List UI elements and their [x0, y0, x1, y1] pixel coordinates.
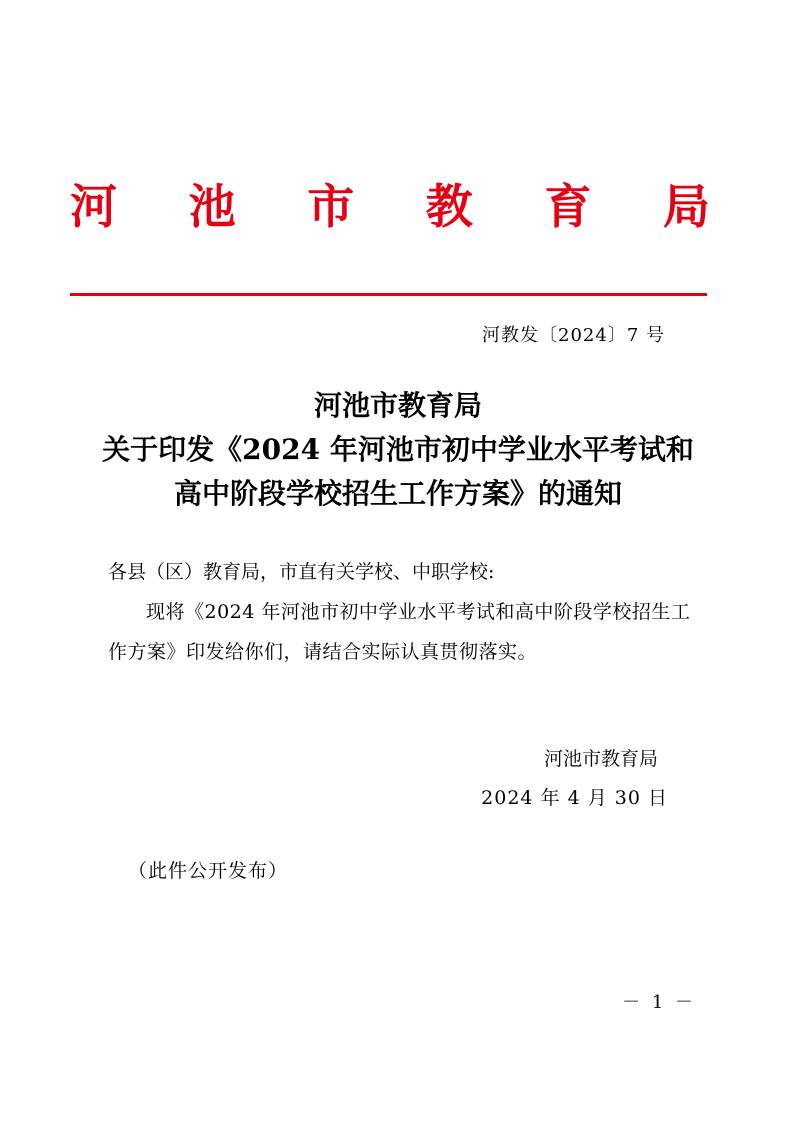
masthead-char: 河: [70, 180, 117, 235]
masthead-char: 局: [662, 180, 710, 235]
title-line-2: 关于印发《2024 年河池市初中学业水平考试和: [102, 433, 694, 466]
document-number: 河教发〔2024〕7 号: [482, 325, 665, 346]
document-title: [90, 384, 706, 516]
title-line-3: 高中阶段学校招生工作方案》的通知: [173, 477, 622, 510]
masthead-char: 市: [307, 180, 355, 235]
signature-date: 2024 年 4 月 30 日: [481, 787, 668, 809]
page-number: － 1 －: [622, 992, 696, 1013]
salutation: 各县（区）教育局，市直有关学校、中职学校:: [108, 561, 495, 583]
publication-notice: （此件公开发布）: [128, 860, 289, 882]
red-divider-line: [70, 293, 707, 296]
body-paragraph: 现将《2024 年河池市初中学业水平考试和高中阶段学校招生工作方案》印发给你们，请结合实际认真贯彻落实。: [108, 601, 691, 663]
masthead-char: 教: [425, 180, 473, 235]
masthead-char: 育: [544, 180, 592, 235]
document-body: [108, 552, 698, 672]
title-line-1: 河池市教育局: [313, 389, 482, 422]
signature-organization: 河池市教育局: [543, 748, 658, 770]
masthead-org-name: [70, 178, 710, 238]
masthead-char: 池: [188, 180, 236, 235]
